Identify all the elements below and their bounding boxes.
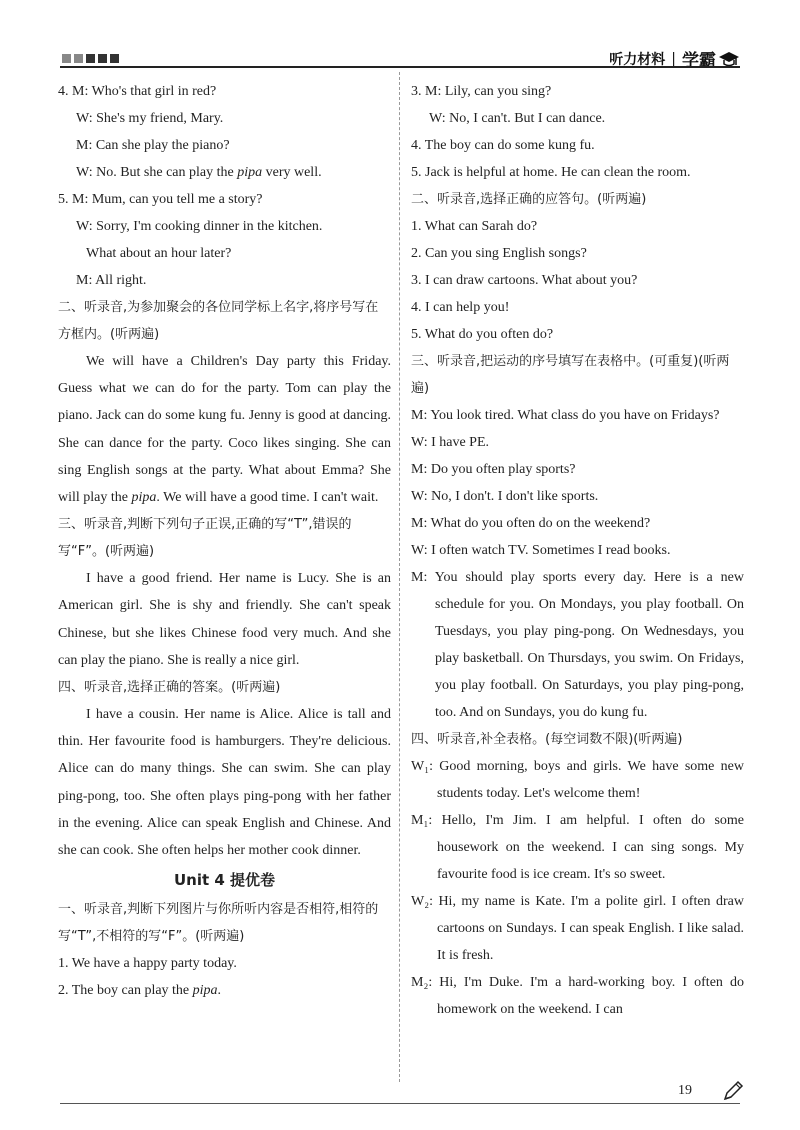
left-column [58, 78, 391, 1004]
dialogue-line: W₁: Good morning, boys and girls. We have some new students today. Let's welcome them! [411, 759, 744, 801]
pencil-icon [722, 1080, 744, 1102]
dialogue-line: M: Do you often play sports? [411, 462, 576, 477]
header-separator: | [671, 50, 676, 67]
dialogue-line: M: What do you often do on the weekend? [411, 516, 651, 531]
list-item: 5. Jack is helpful at home. He can clean the room. [411, 165, 691, 180]
section-4-title: 四、听录音,补全表格。(每空词数不限)(听两遍) [411, 732, 683, 747]
dialogue-line: W: I have PE. [411, 435, 490, 450]
list-item: 4. The boy can do some kung fu. [411, 138, 595, 153]
page-number: 19 [678, 1083, 692, 1098]
section-2-title: 二、听录音,选择正确的应答句。(听两遍) [411, 192, 647, 207]
dialogue-line: M₁: Hello, I'm Jim. I am helpful. I often do some housework on the weekend. I can sing songs. My favourite food is ice cream. It's so sweet. [411, 813, 744, 882]
footer-rule [60, 1103, 740, 1104]
section-2-title: 二、听录音,为参加聚会的各位同学标上名字,将序号写在方框内。(听两遍) [58, 300, 379, 342]
list-item: 1. What can Sarah do? [411, 219, 538, 234]
dialogue-line: M: All right. [76, 273, 147, 288]
header-squares-decoration [62, 54, 119, 63]
dialogue-line: M₂: Hi, I'm Duke. I'm a hard-working boy. I often do homework on the weekend. I can [411, 975, 744, 1017]
dialogue-line: M: Can she play the piano? [76, 138, 230, 153]
section-3-title: 三、听录音,判断下列句子正误,正确的写“T”,错误的写“F”。(听两遍) [58, 517, 352, 560]
section-3-text: I have a good friend. Her name is Lucy. She is an American girl. She is shy and friendly. She can't speak Chinese, but she likes Chinese food very much. And she can play the piano. She is really a nice girl. [58, 571, 391, 668]
dialogue-line: 4. M: Who's that girl in red? [58, 84, 217, 99]
list-item: 2. The boy can play the pipa. [58, 983, 222, 999]
list-item: W: No, I can't. But I can dance. [429, 111, 606, 126]
page-header [0, 0, 800, 70]
header-brand: 学霸 [682, 51, 716, 71]
dialogue-line: W: She's my friend, Mary. [76, 111, 224, 126]
header-section-label: 听力材料 [609, 51, 666, 68]
list-item: 4. I can help you! [411, 300, 510, 315]
section-4-title: 四、听录音,选择正确的答案。(听两遍) [58, 680, 281, 696]
dialogue-line: W: I often watch TV. Sometimes I read books. [411, 543, 671, 558]
dialogue-line: W: No, I don't. I don't like sports. [411, 489, 599, 504]
list-item: 3. M: Lily, can you sing? [411, 84, 552, 99]
header-rule [60, 66, 740, 68]
unit-section-1-title: 一、听录音,判断下列图片与你所听内容是否相符,相符的写“T”,不相符的写“F”。(听两遍) [58, 902, 379, 945]
dialogue-line: What about an hour later? [86, 246, 232, 261]
section-3-title: 三、听录音,把运动的序号填写在表格中。(可重复)(听两遍) [411, 354, 730, 396]
dialogue-line: M: You look tired. What class do you have on Fridays? [411, 408, 720, 423]
list-item: 2. Can you sing English songs? [411, 246, 587, 261]
list-item: 3. I can draw cartoons. What about you? [411, 273, 638, 288]
dialogue-line: W₂: Hi, my name is Kate. I'm a polite girl. I often draw cartoons on Sundays. I can speak English. I like salad. It is fresh. [411, 894, 744, 963]
dialogue-line: W: Sorry, I'm cooking dinner in the kitchen. [76, 219, 323, 234]
section-4-text: I have a cousin. Her name is Alice. Alice is tall and thin. Her favourite food is hamburgers. They're delicious. Alice can do many things. She can swim. She can play ping-pong, too. She often plays ping-pong with her father in the evening. Alice can speak English and Chinese. And she can cook. She often helps her mother cook dinner. [58, 707, 391, 859]
right-column [411, 78, 744, 1023]
dialogue-line: 5. M: Mum, can you tell me a story? [58, 192, 263, 207]
unit-title: Unit 4 提优卷 [173, 871, 276, 890]
list-item: 5. What do you often do? [411, 327, 554, 342]
section-2-text: We will have a Children's Day party this Friday. Guess what we can do for the party. Tom can play the piano. Jack can do some kung fu. Jenny is good at dancing. She can dance for the party. Coco likes singing. She can sing English songs at the party. What about Emma? She will play the pipa. We will have a good time. I can't wait. [58, 354, 391, 506]
dialogue-line: M: You should play sports every day. Here is a new schedule for you. On Mondays, you play football. On Tuesdays, you play ping-pong. On Wednesdays, you play basketball. On Thursdays, you swim. On Fridays, you play football. On Saturdays, you play ping-pong, too. And on Sundays, you do kung fu. [411, 570, 744, 720]
list-item: 1. We have a happy party today. [58, 956, 237, 972]
dialogue-line: W: No. But she can play the pipa very well. [76, 165, 322, 180]
column-divider [399, 72, 400, 1082]
